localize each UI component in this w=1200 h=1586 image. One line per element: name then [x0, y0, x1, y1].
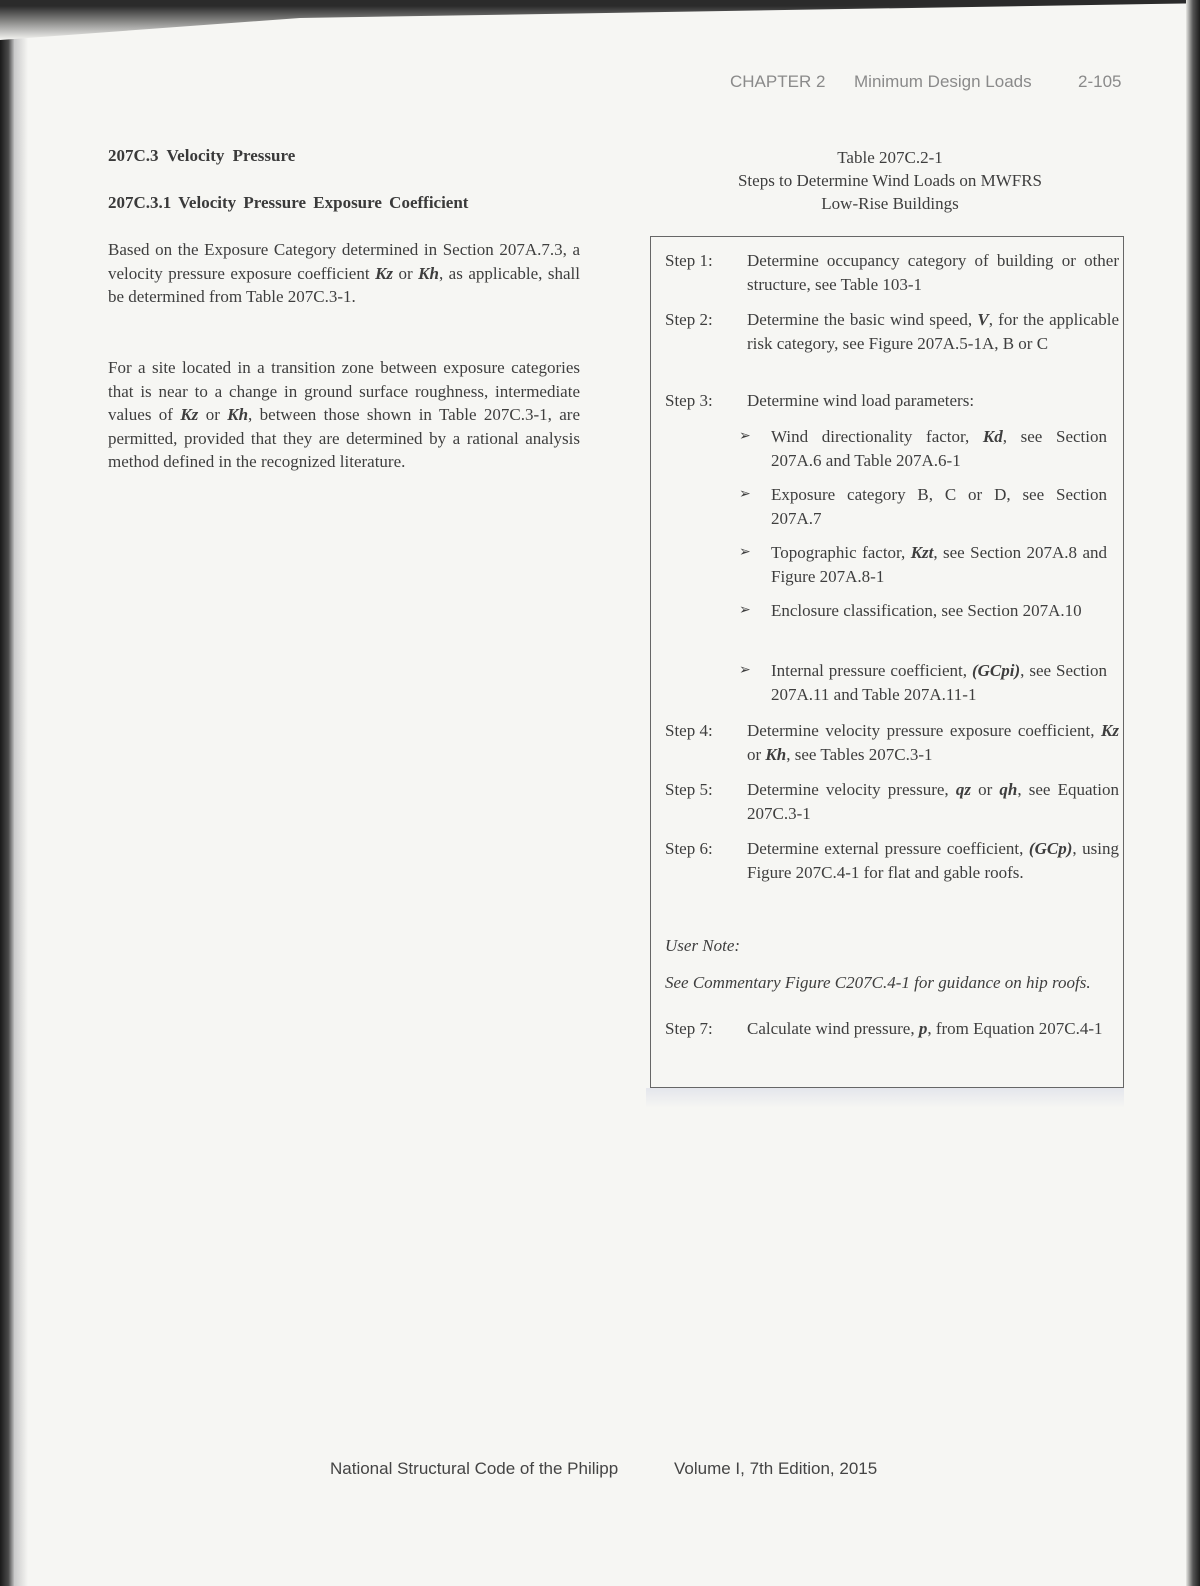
arrow-bullet-icon: ➢	[739, 486, 751, 502]
header-chapter: CHAPTER 2	[730, 72, 826, 91]
arrow-bullet-icon: ➢	[739, 662, 751, 678]
subsection-heading: 207C.3.1 Velocity Pressure Exposure Coefficient	[108, 193, 469, 212]
section-heading: 207C.3 Velocity Pressure	[108, 146, 296, 165]
header-page-number: 2-105	[1078, 72, 1122, 91]
symbol-kh: Kh	[418, 263, 439, 283]
paragraph-1: Based on the Exposure Category determined in Section 207A.7.3, a velocity pressure exposure coefficient Kz or Kh, as applicable, shall be determined from Table 207C.3-1.	[108, 240, 581, 306]
symbol-kz: Kz	[375, 263, 394, 283]
table-subtitle-2: Low-Rise Buildings	[821, 194, 959, 213]
scan-edge-left	[0, 0, 14, 1586]
page-footer	[330, 1459, 878, 1479]
user-note-label: User Note:	[665, 936, 741, 955]
table-shadow	[646, 1088, 1124, 1108]
table-subtitle-1: Steps to Determine Wind Loads on MWFRS	[737, 171, 1043, 190]
header-title: Minimum Design Loads	[854, 72, 1032, 91]
steps-table: Step 1: Determine occupancy category of building or other structure, see Table 103-1 Step 2: Determine the basic wind speed, V, for the applicable risk category, see Figure 207A.5-1A, B or C Step 3: Determine wind load parameters: ➢ Wind directionality factor, Kd, see Section 207A.6 and Table 207A.6-1 ➢ Exposure category B, C or D, see Section 207A.7 ➢ Topographic factor, Kzt, see Section 207A.8 and Figure 207A.8-1 ➢ Enclosure classification, see Section 207A.10 ➢ Internal pressure coefficient, (GCpi), see Section 207A.11 and Table 207A.11-1 Step 4: Determine velocity pressure exposure coefficient, Kz or Kh, see Tables 207C.3-1 Step 5: Determine velocity pressure, qz or qh, see Equation 207C.3-1 Step 6: Determine external pressure coefficient, (GCp), using Figure 207C.4-1 for flat and gable roofs. User Note: See Commentary Figure C207C.4-1 for guidance on hip roofs. Step 7: Calculate wind pressure, p, from Equation 207C.4-1	[650, 236, 1124, 1088]
table-title: Table 207C.2-1	[837, 148, 943, 167]
symbol-kz: Kz	[180, 405, 199, 424]
symbol-kh: Kh	[227, 405, 249, 424]
footer-right: Volume I, 7th Edition, 2015	[674, 1459, 878, 1478]
scan-shadow-left	[14, 0, 28, 1586]
scan-edge-top	[0, 0, 1200, 40]
paragraph-2: For a site located in a transition zone between exposure categories that is near to a change in ground surface roughness, intermediate values of Kz or Kh, between those shown in Table 207C.3-1, are permitted, provided that they are determined by a rational analysis method defined in the recognized literature.	[108, 358, 580, 471]
user-note-text: See Commentary Figure C207C.4-1 for guidance on hip roofs.	[665, 973, 1091, 992]
table-caption	[700, 146, 1080, 215]
arrow-bullet-icon: ➢	[739, 428, 751, 444]
arrow-bullet-icon: ➢	[739, 602, 751, 618]
arrow-bullet-icon: ➢	[739, 544, 751, 560]
scan-edge-right	[1186, 0, 1200, 1586]
footer-left: National Structural Code of the Philipp	[330, 1459, 619, 1478]
